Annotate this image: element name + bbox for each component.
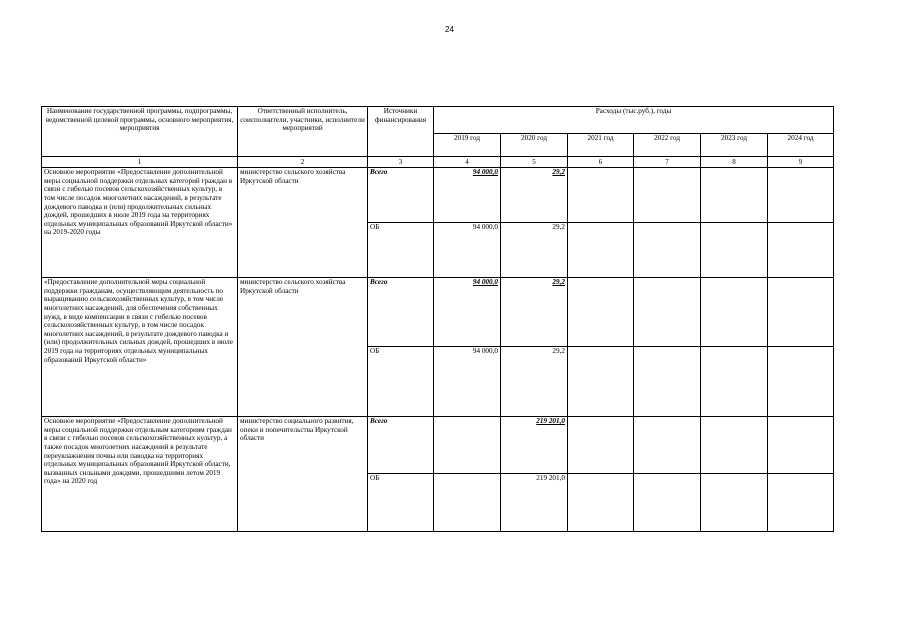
value-2024 bbox=[768, 417, 834, 474]
value-2024 bbox=[768, 278, 834, 347]
value-2021 bbox=[568, 278, 634, 347]
responsible-executor: министерство сельского хозяйства Иркутской области bbox=[238, 278, 368, 417]
column-number: 6 bbox=[568, 157, 634, 168]
header-expenses: Расходы (тыс.руб.), годы bbox=[434, 107, 834, 134]
column-number: 8 bbox=[701, 157, 768, 168]
value-2019: 94 000,0 bbox=[434, 347, 501, 417]
page-number: 24 bbox=[445, 25, 454, 34]
source-total: Всего bbox=[368, 278, 434, 347]
table-row bbox=[42, 168, 834, 223]
header-year: 2021 год bbox=[568, 134, 634, 157]
table-row bbox=[42, 417, 834, 474]
measure-name: Основное мероприятие «Предоставление дополнительной меры социальной поддержки отдельных категорий граждан в связи с гибелью посевов сельскохозяйственных культур, в том числе посадок многолетних насаждений, в результате дождевого паводка и (или) продолжительных сильных дождей, прошедших в июле 2019 года на территориях отдельных муниципальных образований Иркутской области» на 2019-2020 годы bbox=[42, 168, 238, 278]
value-2020: 29,2 bbox=[501, 347, 568, 417]
value-2022 bbox=[634, 223, 701, 278]
value-2019: 94 000,0 bbox=[434, 168, 501, 223]
value-2019: 94 000,0 bbox=[434, 278, 501, 347]
source-ob: ОБ bbox=[368, 474, 434, 532]
header-sources: Источники финансирования bbox=[368, 107, 434, 157]
column-number: 3 bbox=[368, 157, 434, 168]
value-2020: 29,2 bbox=[501, 168, 568, 223]
value-2023 bbox=[701, 168, 768, 223]
value-2024 bbox=[768, 223, 834, 278]
value-2022 bbox=[634, 347, 701, 417]
column-number: 1 bbox=[42, 157, 238, 168]
column-number: 9 bbox=[768, 157, 834, 168]
column-number: 7 bbox=[634, 157, 701, 168]
column-number: 4 bbox=[434, 157, 501, 168]
header-year: 2022 год bbox=[634, 134, 701, 157]
value-2020: 219 201,0 bbox=[501, 417, 568, 474]
measure-name: «Предоставление дополнительной меры социальной поддержки гражданам, осуществляющим деятельность по выращиванию сельскохозяйственных культур, в том числе многолетних насаждений, для обеспечения собственных нужд, в виде компенсации в связи с гибелью посевов сельскохозяйственных культур, в том числе посадок многолетних насаждений, в результате дождевого паводка и (или) продолжительных сильных дождей, прошедших в июле 2019 года на территориях отдельных муниципальных образований Иркутской области» bbox=[42, 278, 238, 417]
header-year: 2020 год bbox=[501, 134, 568, 157]
budget-table bbox=[41, 106, 834, 532]
value-2022 bbox=[634, 168, 701, 223]
responsible-executor: министерство сельского хозяйства Иркутской области bbox=[238, 168, 368, 278]
source-total: Всего bbox=[368, 168, 434, 223]
value-2023 bbox=[701, 223, 768, 278]
measure-name: Основное мероприятие «Предоставление дополнительной меры социальной поддержки отдельным категориям граждан в связи с гибелью посевов сельскохозяйственных культур, а также посадок многолетних насаждений в результате переувлажнения почвы или паводка на территориях отдельных муниципальных образований Иркутской области, вызванных сильными дождями, прошедшими летом 2019 года» на 2020 год bbox=[42, 417, 238, 532]
header-year: 2023 год bbox=[701, 134, 768, 157]
value-2023 bbox=[701, 417, 768, 474]
header-name: Наименование государственной программы, подпрограммы, ведомственной целевой программы, основного мероприятия, мероприятия bbox=[42, 107, 238, 157]
source-ob: ОБ bbox=[368, 347, 434, 417]
value-2020: 29,2 bbox=[501, 223, 568, 278]
responsible-executor: министерство социального развития, опеки и попечительства Иркутской области bbox=[238, 417, 368, 532]
source-ob: ОБ bbox=[368, 223, 434, 278]
column-number: 5 bbox=[501, 157, 568, 168]
value-2021 bbox=[568, 168, 634, 223]
value-2023 bbox=[701, 278, 768, 347]
value-2022 bbox=[634, 417, 701, 474]
value-2022 bbox=[634, 474, 701, 532]
value-2019 bbox=[434, 417, 501, 474]
value-2024 bbox=[768, 474, 834, 532]
header-responsible: Ответственный исполнитель, соисполнители, участники, исполнители мероприятий bbox=[238, 107, 368, 157]
value-2024 bbox=[768, 347, 834, 417]
header-year: 2019 год bbox=[434, 134, 501, 157]
header-year: 2024 год bbox=[768, 134, 834, 157]
table-row bbox=[42, 278, 834, 347]
value-2019: 94 000,0 bbox=[434, 223, 501, 278]
value-2020: 29,2 bbox=[501, 278, 568, 347]
value-2021 bbox=[568, 417, 634, 474]
value-2020: 219 201,0 bbox=[501, 474, 568, 532]
value-2021 bbox=[568, 223, 634, 278]
value-2023 bbox=[701, 347, 768, 417]
value-2024 bbox=[768, 168, 834, 223]
source-total: Всего bbox=[368, 417, 434, 474]
value-2019 bbox=[434, 474, 501, 532]
column-number: 2 bbox=[238, 157, 368, 168]
value-2021 bbox=[568, 347, 634, 417]
value-2022 bbox=[634, 278, 701, 347]
value-2021 bbox=[568, 474, 634, 532]
value-2023 bbox=[701, 474, 768, 532]
